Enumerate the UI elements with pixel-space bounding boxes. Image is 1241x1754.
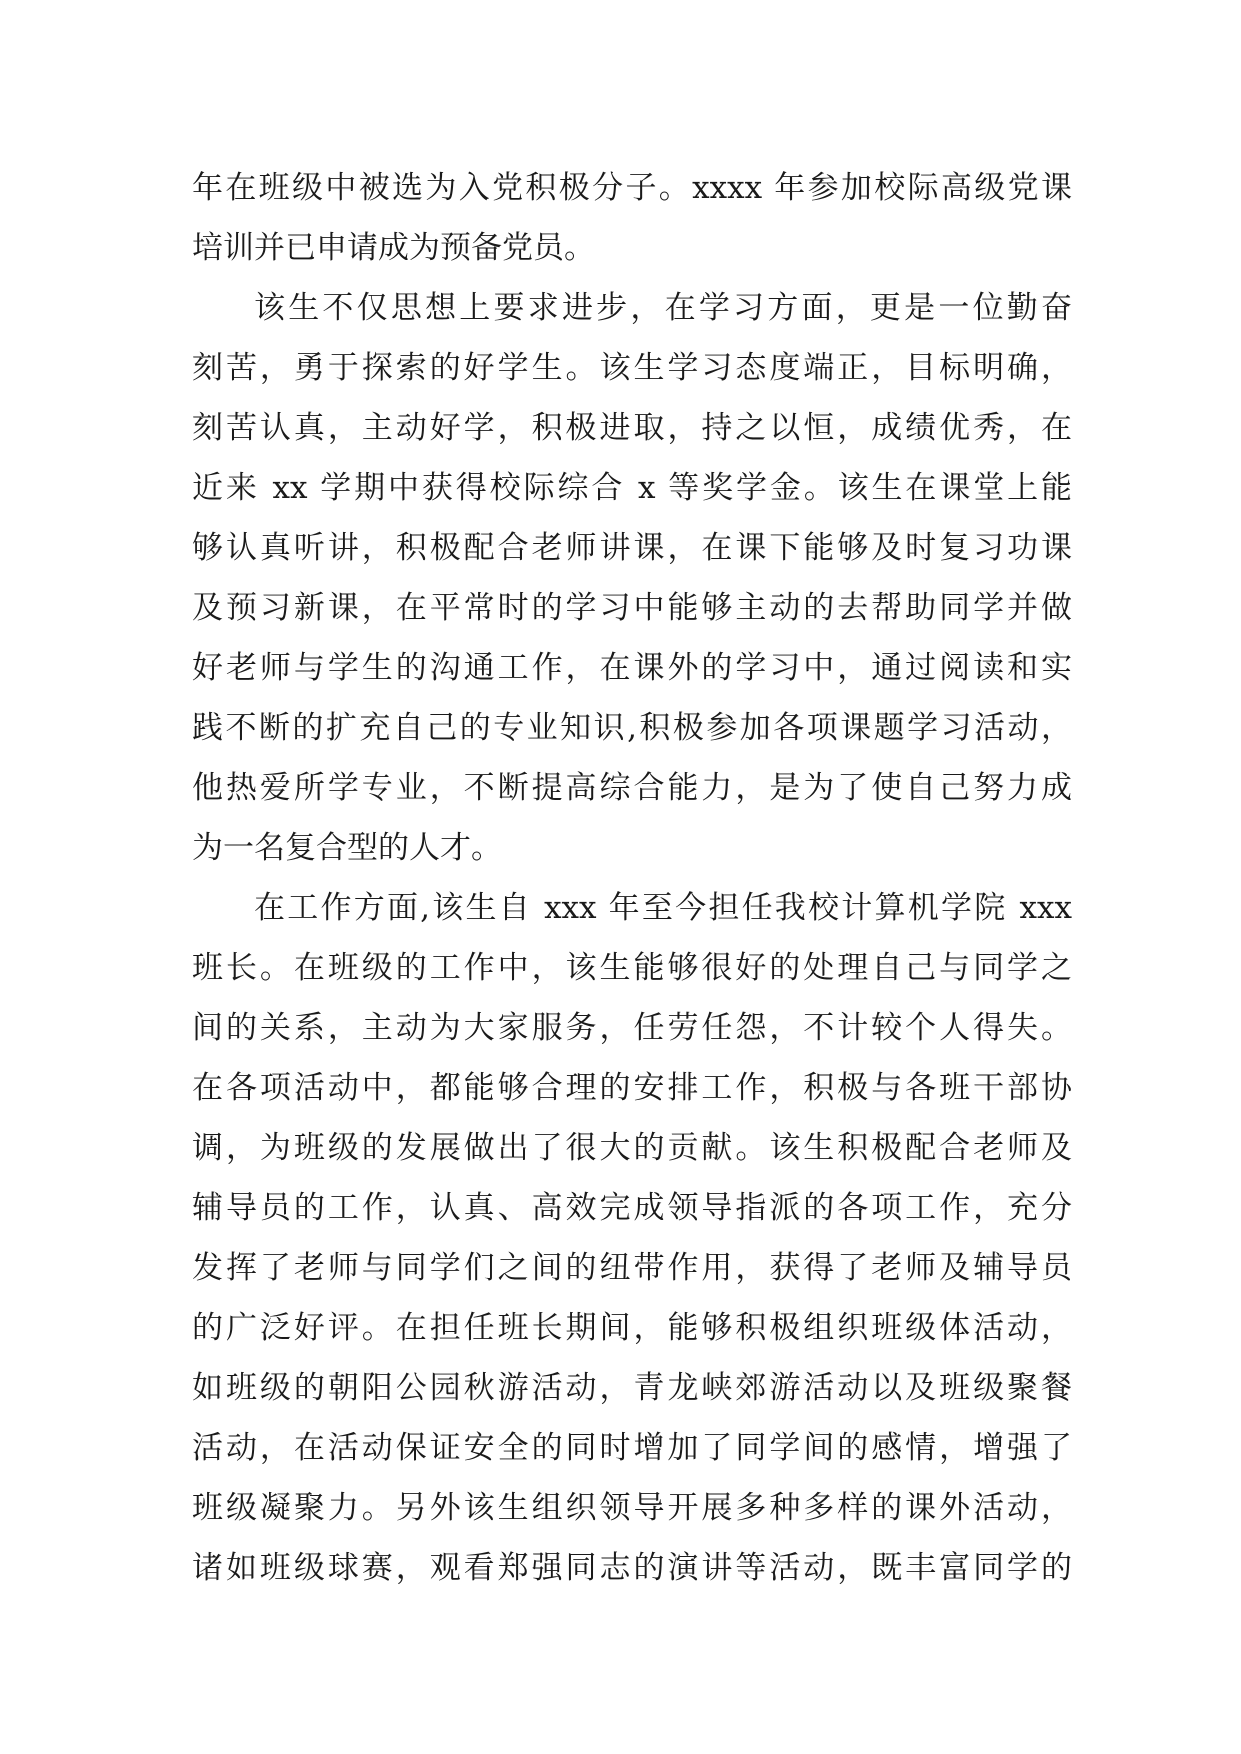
text-line: 好老师与学生的沟通工作，在课外的学习中，通过阅读和实 <box>192 650 1072 686</box>
text-line: 为一名复合型的人才。 <box>192 830 502 866</box>
text-line: 间的关系，主动为大家服务，任劳任怨，不计较个人得失。 <box>192 1010 1072 1046</box>
text-line: 如班级的朝阳公园秋游活动，青龙峡郊游活动以及班级聚餐 <box>192 1370 1072 1406</box>
text-line: 在各项活动中，都能够合理的安排工作，积极与各班干部协 <box>192 1070 1072 1106</box>
body-text <box>192 158 1072 1598</box>
text-line: 培训并已申请成为预备党员。 <box>192 230 595 266</box>
text-line: 活动，在活动保证安全的同时增加了同学间的感情，增强了 <box>192 1430 1072 1466</box>
text-line: 够认真听讲，积极配合老师讲课，在课下能够及时复习功课 <box>192 530 1072 566</box>
text-line: 班长。在班级的工作中，该生能够很好的处理自己与同学之 <box>192 950 1072 986</box>
text-line: 调，为班级的发展做出了很大的贡献。该生积极配合老师及 <box>192 1130 1072 1166</box>
text-line: 刻苦认真，主动好学，积极进取，持之以恒，成绩优秀，在 <box>192 410 1072 446</box>
text-line: 该生不仅思想上要求进步，在学习方面，更是一位勤奋 <box>254 290 1072 326</box>
text-line: 发挥了老师与同学们之间的纽带作用，获得了老师及辅导员 <box>192 1250 1072 1286</box>
text-line: 及预习新课，在平常时的学习中能够主动的去帮助同学并做 <box>192 590 1072 626</box>
text-line: 近来 xx 学期中获得校际综合 x 等奖学金。该生在课堂上能 <box>192 470 1072 506</box>
text-line: 班级凝聚力。另外该生组织领导开展多种多样的课外活动， <box>192 1490 1072 1526</box>
text-line: 年在班级中被选为入党积极分子。xxxx 年参加校际高级党课 <box>192 170 1072 206</box>
text-line: 刻苦，勇于探索的好学生。该生学习态度端正，目标明确， <box>192 350 1072 386</box>
text-line: 辅导员的工作，认真、高效完成领导指派的各项工作，充分 <box>192 1190 1072 1226</box>
text-line: 践不断的扩充自己的专业知识,积极参加各项课题学习活动， <box>192 710 1072 746</box>
text-line: 在工作方面,该生自 xxx 年至今担任我校计算机学院 xxx <box>254 890 1072 926</box>
text-line: 诸如班级球赛，观看郑强同志的演讲等活动，既丰富同学的 <box>192 1550 1072 1586</box>
text-line: 的广泛好评。在担任班长期间，能够积极组织班级体活动， <box>192 1310 1072 1346</box>
text-line: 他热爱所学专业，不断提高综合能力，是为了使自己努力成 <box>192 770 1072 806</box>
